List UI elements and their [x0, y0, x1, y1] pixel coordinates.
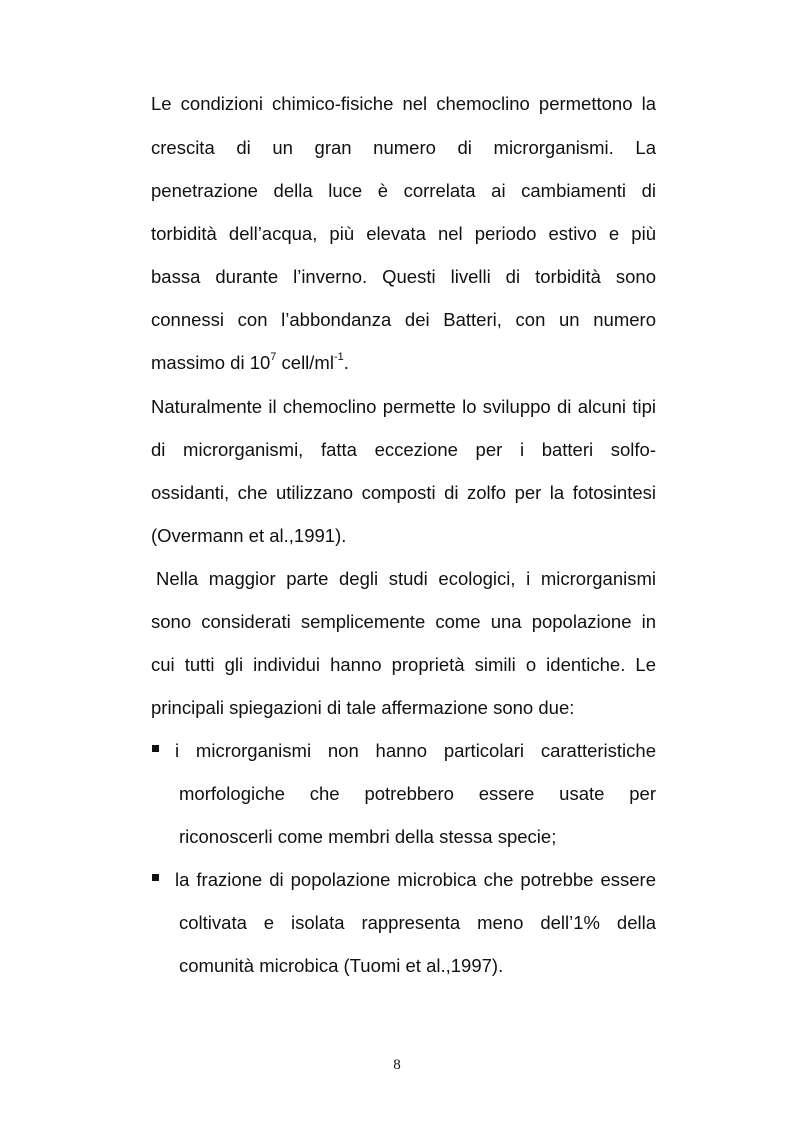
bullet-2-line-3: comunità microbica (Tuomi et al.,1997). — [179, 955, 504, 976]
bullet-square-icon — [152, 745, 159, 752]
last-line-text-before: massimo di 10 — [151, 352, 271, 373]
bullet-2-line-1: la frazione di popolazione microbica che potrebbe essere — [175, 869, 656, 890]
paragraph-3-line-2: sono considerati semplicemente come una popolazione in — [151, 611, 656, 632]
bullet-1-line-3: riconoscerli come membri della stessa specie; — [179, 826, 557, 847]
paragraph-3-line-3: cui tutti gli individui hanno proprietà simili o identiche. Le — [151, 654, 656, 675]
exponent-minus-1: -1 — [333, 350, 344, 363]
bullet-square-icon — [152, 874, 159, 881]
page-number: 8 — [393, 1057, 401, 1073]
paragraph-1-line-2: crescita di un gran numero di microrganismi. La — [151, 137, 656, 158]
paragraph-1-line-3: penetrazione della luce è correlata ai cambiamenti di — [151, 180, 656, 201]
paragraph-1-line-7 — [151, 351, 656, 375]
paragraph-2-line-1: Naturalmente il chemoclino permette lo sviluppo di alcuni tipi — [151, 396, 656, 417]
paragraph-1-line-1: Le condizioni chimico-fisiche nel chemoclino permettono la — [151, 93, 656, 114]
paragraph-2-line-2: di microrganismi, fatta eccezione per i batteri solfo- — [151, 439, 656, 460]
paragraph-1-line-5: bassa durante l’inverno. Questi livelli di torbidità sono — [151, 266, 656, 287]
paragraph-2-line-4: (Overmann et al.,1991). — [151, 525, 347, 546]
bullet-1-line-1: i microrganismi non hanno particolari caratteristiche — [175, 740, 656, 761]
bullet-1-line-2: morfologiche che potrebbero essere usate per — [179, 783, 656, 804]
paragraph-1-line-4: torbidità dell’acqua, più elevata nel periodo estivo e più — [151, 223, 656, 244]
bullet-2-line-2: coltivata e isolata rappresenta meno dell’1% della — [179, 912, 656, 933]
paragraph-2-line-3: ossidanti, che utilizzano composti di zolfo per la fotosintesi — [151, 482, 656, 503]
paragraph-1-line-6: connessi con l’abbondanza dei Batteri, con un numero — [151, 309, 656, 330]
last-line-text-middle: cell/ml — [276, 352, 334, 373]
last-line-text-after: . — [343, 352, 349, 373]
exponent-7: 7 — [270, 350, 277, 363]
paragraph-3-line-4: principali spiegazioni di tale affermazione sono due: — [151, 697, 575, 718]
paragraph-3-line-1: Nella maggior parte degli studi ecologici, i microrganismi — [156, 568, 656, 589]
